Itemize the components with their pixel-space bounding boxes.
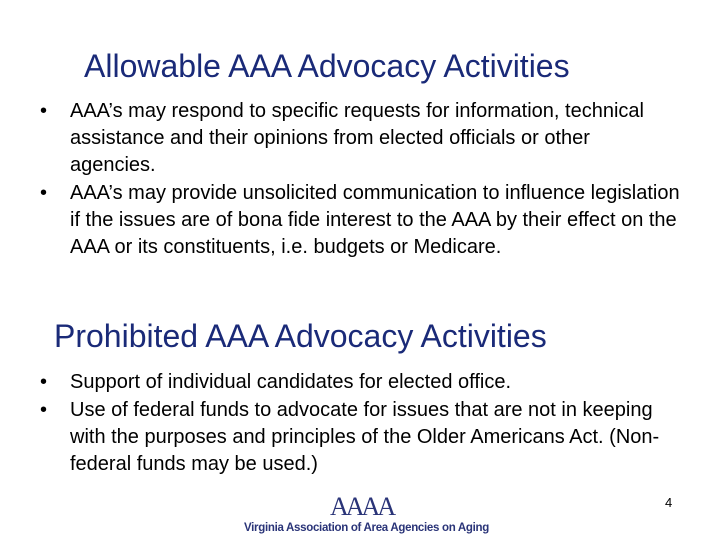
- list-item-text: AAA’s may respond to specific requests for information, technical assistance and their opinions from elected officials or other agencies.: [70, 100, 644, 176]
- list-item-text: Use of federal funds to advocate for issues that are not in keeping with the purposes and principles of the Older Americans Act. (Non-federal funds may be used.): [70, 399, 660, 475]
- list-item: [0, 369, 680, 396]
- bullet-icon: •: [40, 100, 48, 122]
- bullet-icon: •: [40, 399, 48, 421]
- list-item-text: AAA’s may provide unsolicited communication to influence legislation if the issues are of bona fide interest to the AAA by their effect on the AAA or its constituents, i.e. budgets or Medicare.: [70, 182, 680, 258]
- section-title-prohibited: Prohibited AAA Advocacy Activities: [54, 318, 547, 354]
- bullet-icon: •: [40, 182, 48, 204]
- section-title-allowable: Allowable AAA Advocacy Activities: [84, 48, 570, 84]
- logo-text: Virginia Association of Area Agencies on Aging: [244, 522, 489, 534]
- prohibited-list: [0, 369, 680, 479]
- list-item: [0, 98, 680, 179]
- page-number: 4: [665, 495, 673, 510]
- organization-logo: [244, 492, 489, 540]
- allowable-list: [0, 98, 680, 262]
- bullet-icon: •: [40, 371, 48, 393]
- logo-mark: AAAA: [330, 492, 394, 521]
- list-item: [0, 180, 680, 261]
- list-item-text: Support of individual candidates for elected office.: [70, 371, 512, 393]
- list-item: [0, 397, 680, 478]
